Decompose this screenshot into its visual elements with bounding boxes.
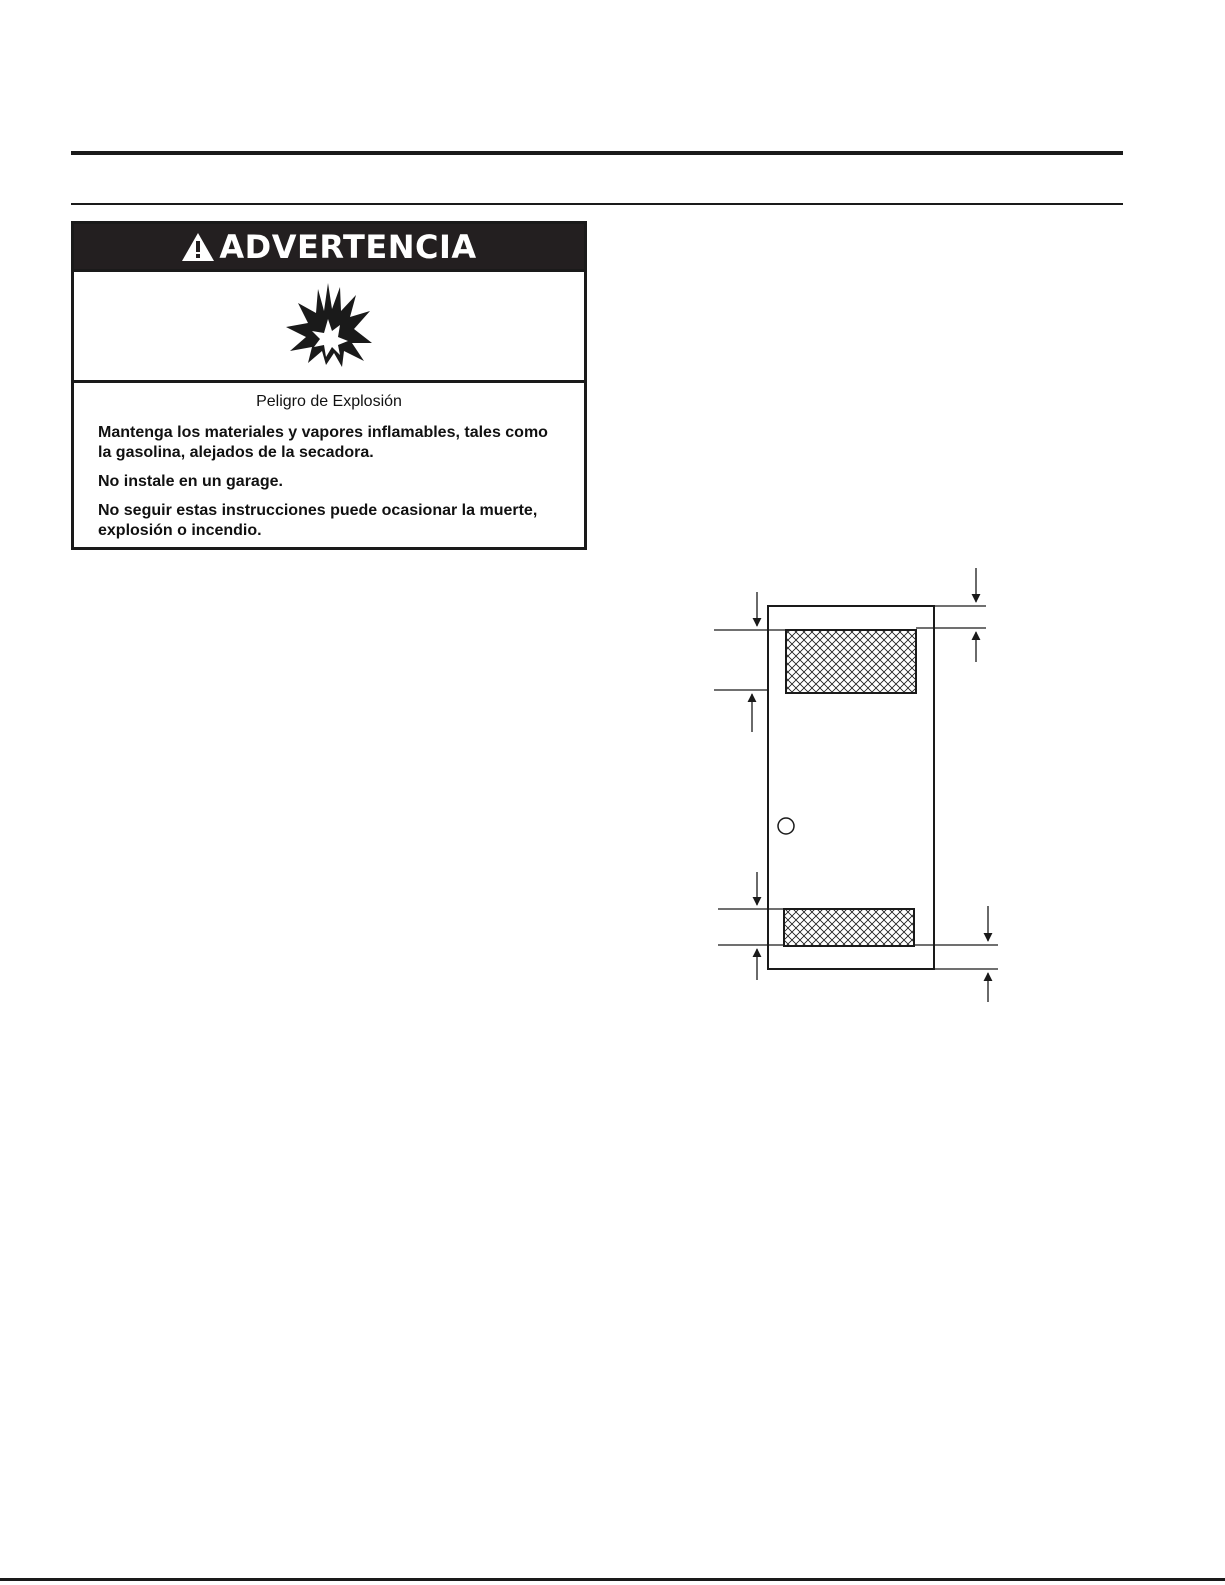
top-rule xyxy=(71,151,1123,155)
top-vent-height-dimension xyxy=(714,592,786,732)
bottom-rule xyxy=(0,1578,1225,1581)
door-knob xyxy=(778,818,794,834)
warning-header xyxy=(74,224,584,269)
warning-title: ADVERTENCIA xyxy=(219,227,477,266)
warning-line-garage: No instale en un garage. xyxy=(98,473,283,490)
top-clearance-dimension xyxy=(916,568,986,662)
warning-box xyxy=(71,221,587,550)
hazard-label: Peligro de Explosión xyxy=(256,393,402,410)
section-rule xyxy=(71,203,1123,205)
door-vent-diagram xyxy=(700,560,1030,1010)
explosion-icon-band xyxy=(74,269,584,383)
bottom-vent xyxy=(784,909,914,946)
warning-line-consequence: No seguir estas instrucciones puede ocasionar la muerte, explosión o incendio. xyxy=(98,502,538,539)
explosion-icon xyxy=(284,281,374,371)
bottom-vent-height-dimension xyxy=(718,872,784,980)
warning-line-flammables: Mantenga los materiales y vapores inflamables, tales como la gasolina, alejados de la secadora. xyxy=(98,424,548,461)
top-vent xyxy=(786,630,916,693)
bottom-clearance-dimension xyxy=(914,906,998,1002)
warning-triangle-icon xyxy=(181,232,215,262)
